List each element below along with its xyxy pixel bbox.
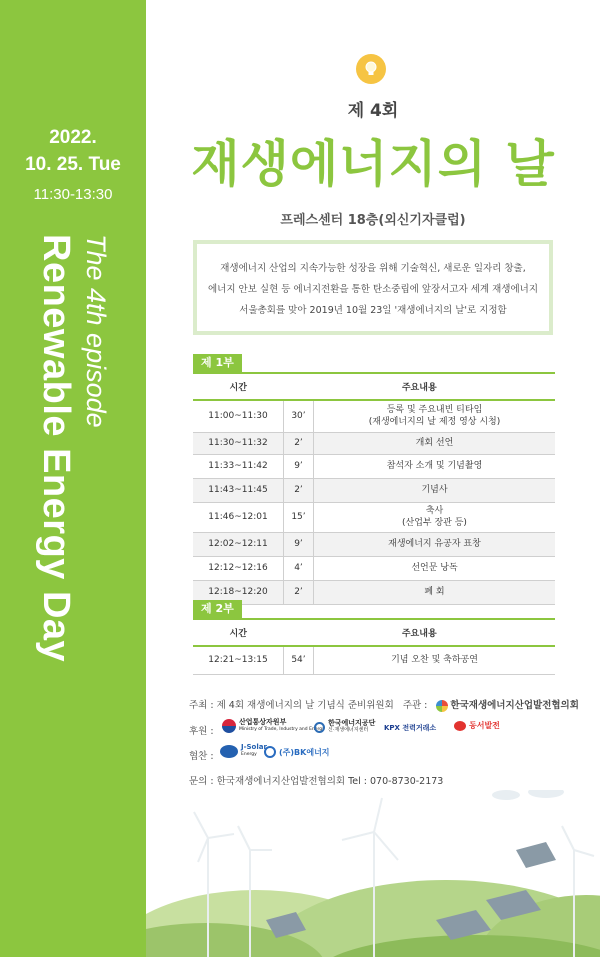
title-english: Renewable Energy Day: [35, 234, 77, 663]
col-time-header: 시간: [193, 620, 284, 646]
table-row: [193, 432, 555, 454]
intro-line: 재생에너지 산업의 지속가능한 성장을 위해 기술혁신, 새로운 일자리 창출,: [220, 263, 526, 274]
event-time: 11:30-13:30: [33, 186, 113, 203]
row-content: 기념 오찬 및 축하공연: [314, 646, 556, 674]
venue: 프레스센터 18층(외신기자클럽): [280, 213, 466, 228]
row-content-line: 축사: [425, 506, 444, 516]
contact-line: 문의 : 한국재생에너지산업발전협의회 Tel : 070-8730-2173: [189, 776, 444, 787]
part1-badge: 제 1부: [193, 354, 242, 372]
lightbulb-icon: [356, 54, 386, 84]
sponsor-name: 동서발전: [469, 721, 500, 730]
col-content-header: 주요내용: [284, 620, 556, 646]
col-content-header: 주요내용: [284, 374, 556, 400]
row-duration: 4’: [284, 556, 314, 580]
table-row: [193, 532, 555, 556]
host-text: 주최 : 제 4회 재생에너지의 날 기념식 준비위원회: [189, 700, 394, 711]
host-line: [189, 697, 579, 712]
col-time-header: 시간: [193, 374, 284, 400]
row-duration: 30’: [284, 400, 314, 432]
episode-english: The 4th episode: [81, 234, 111, 428]
row-time: 12:18~12:20: [193, 580, 284, 604]
episode-label: 제 4회: [347, 101, 399, 121]
row-time: 12:12~12:16: [193, 556, 284, 580]
part2-badge: 제 2부: [193, 600, 242, 618]
sponsor-logo-kea: [314, 720, 375, 734]
support-label: 협찬 :: [189, 751, 214, 762]
intro-line: 서울총회를 맞아 2019년 10월 23일 '재생에너지의 날'로 지정함: [239, 305, 507, 316]
supporter-logo-bk: [264, 746, 330, 758]
row-duration: 9’: [284, 454, 314, 478]
row-content: 선언문 낭독: [314, 556, 556, 580]
sponsor-name: 한국에너지공단: [328, 719, 376, 727]
row-content-sub: (재생에너지의 날 제정 영상 시청): [368, 417, 501, 428]
sponsor-logo-motie: [222, 718, 325, 734]
row-time: 11:30~11:32: [193, 432, 284, 454]
table-row: [193, 580, 555, 604]
sponsor-sub: 신·재생에너지센터: [328, 727, 369, 733]
row-content: 폐 회: [314, 580, 556, 604]
row-duration: 2’: [284, 580, 314, 604]
row-content: [314, 502, 556, 532]
row-duration: 15’: [284, 502, 314, 532]
organizer-label: 주관 :: [402, 700, 428, 711]
jsolar-icon: [220, 745, 238, 758]
sponsor-logo-kpx: KPX 전력거래소: [384, 724, 437, 732]
part1-table: [193, 374, 555, 605]
row-time: 11:33~11:42: [193, 454, 284, 478]
row-time: 12:02~12:11: [193, 532, 284, 556]
row-duration: 2’: [284, 432, 314, 454]
row-content: [314, 400, 556, 432]
page-title: 재생에너지의 날: [191, 135, 555, 193]
event-year: 2022.: [49, 127, 97, 148]
row-content: 참석자 소개 및 기념촬영: [314, 454, 556, 478]
organizer-logo-icon: [436, 700, 448, 712]
row-time: 11:00~11:30: [193, 400, 284, 432]
bk-globe-icon: [264, 746, 276, 758]
row-content-sub: (산업부 장관 등): [402, 518, 467, 528]
sponsor-sub: Ministry of Trade, Industry and Energy: [239, 727, 325, 732]
row-time: 11:46~12:01: [193, 502, 284, 532]
kea-icon: [314, 722, 325, 733]
ewp-icon: [454, 721, 466, 731]
row-content: 개회 선언: [314, 432, 556, 454]
row-content: 재생에너지 유공자 표창: [314, 532, 556, 556]
sponsor-label: 후원 :: [189, 726, 214, 737]
supporter-name: (주)BK에너지: [279, 747, 330, 757]
intro-line: 에너지 안보 실현 등 에너지전환을 통한 탄소중립에 앞장서고자 세계 재생에너지: [207, 284, 539, 295]
event-date: 10. 25. Tue: [25, 154, 121, 175]
row-content: 기념사: [314, 478, 556, 502]
row-duration: 9’: [284, 532, 314, 556]
landscape-illustration: [146, 790, 600, 957]
sponsor-name: 산업통상자원부: [239, 718, 287, 726]
table-row: [193, 478, 555, 502]
row-content-line: 등록 및 주요내빈 티타임: [386, 405, 483, 416]
row-duration: 2’: [284, 478, 314, 502]
table-row: [193, 556, 555, 580]
table-row: [193, 646, 555, 674]
sponsor-logo-ewp: [454, 720, 500, 731]
supporter-logo-jsolar: [220, 744, 267, 758]
part2-table: [193, 620, 555, 675]
row-duration: 54’: [284, 646, 314, 674]
supporter-name: J-Solar: [241, 743, 267, 751]
supporter-sub: Energy: [241, 752, 257, 757]
table-row: [193, 502, 555, 532]
row-time: 12:21~13:15: [193, 646, 284, 674]
row-time: 11:43~11:45: [193, 478, 284, 502]
taegeuk-icon: [222, 719, 236, 733]
table-row: [193, 400, 555, 432]
intro-box: [193, 240, 553, 335]
organizer-name: 한국재생에너지산업발전협의회: [450, 700, 579, 711]
table-row: [193, 454, 555, 478]
